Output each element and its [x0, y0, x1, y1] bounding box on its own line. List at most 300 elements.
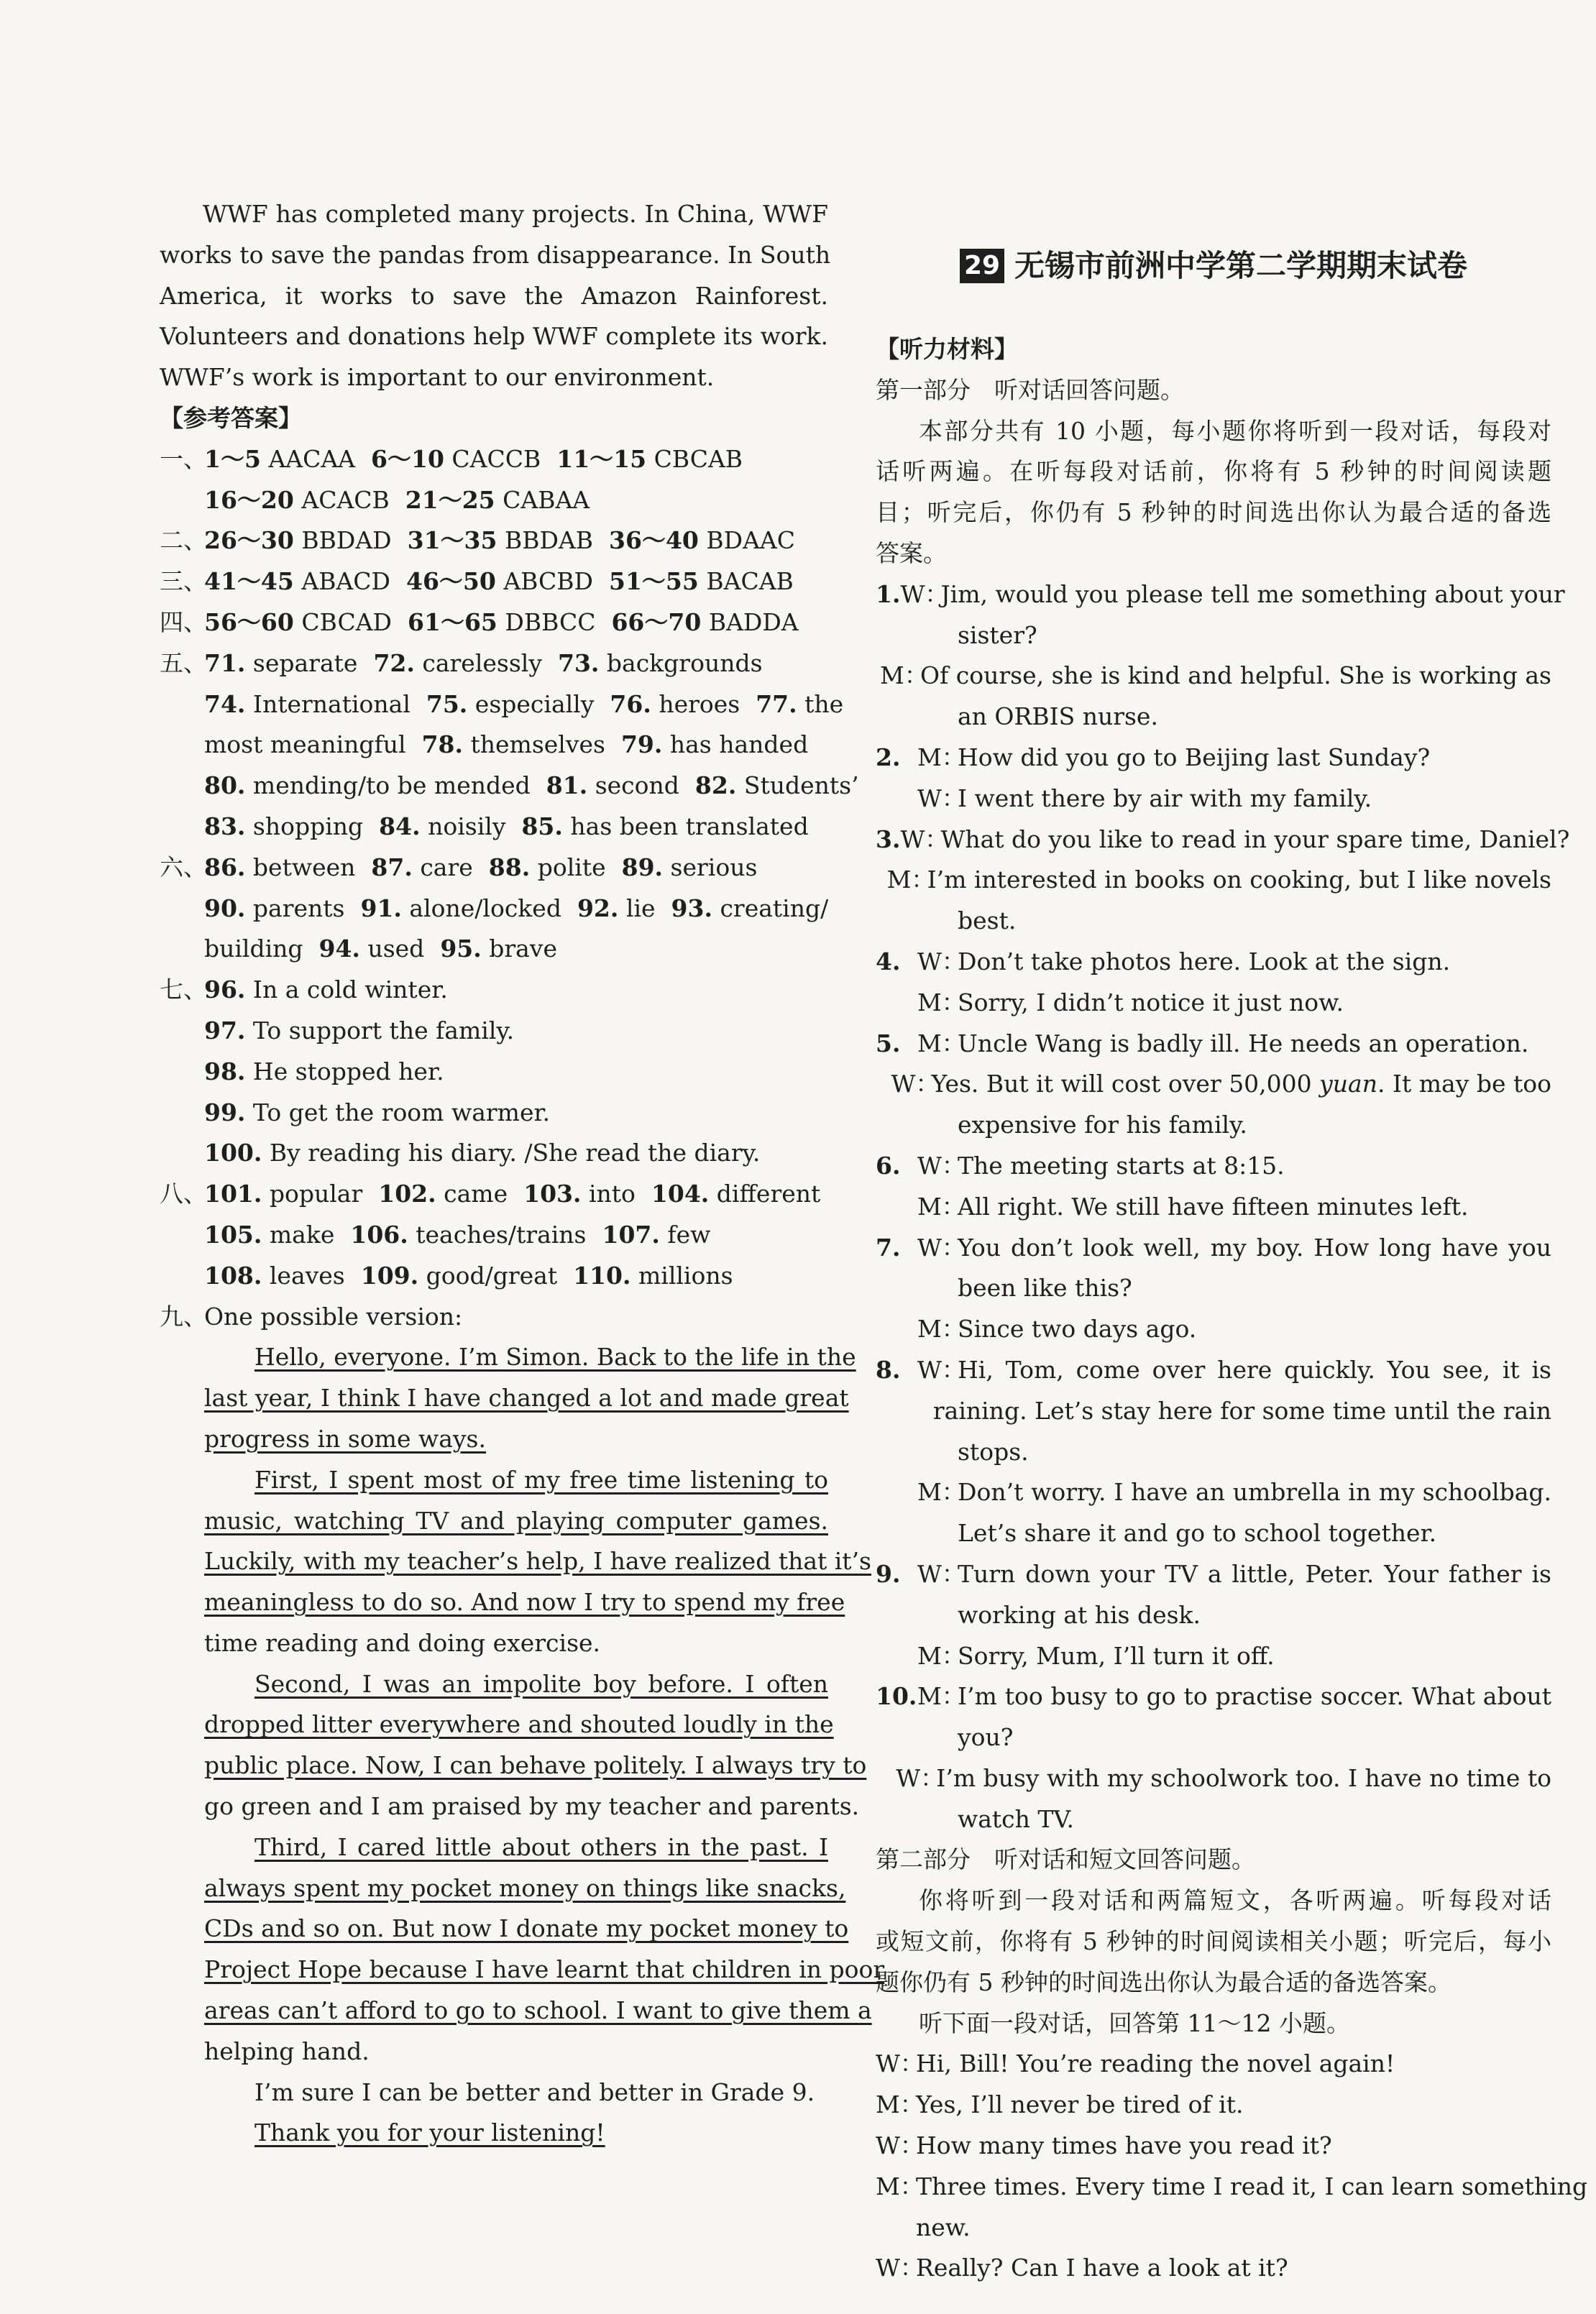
dialog-text: Since two days ago.: [958, 1315, 1197, 1344]
dialog-line: [876, 1717, 1551, 1758]
item-answer: building: [204, 935, 303, 963]
item-range: 46～50: [405, 567, 496, 596]
part-one-heading: 第一部分 听对话回答问题。: [876, 375, 1184, 404]
speaker-label: M：: [886, 866, 935, 894]
answer-row: [160, 889, 828, 929]
item-answer: leaves: [269, 1261, 345, 1290]
answer-row: [160, 929, 828, 970]
question-number: 10.: [876, 1682, 917, 1711]
item-number: 80.: [204, 771, 246, 800]
item-number: 99.: [204, 1098, 246, 1126]
item-answer: mending/to be mended: [252, 771, 531, 800]
answer-row: [160, 561, 828, 602]
answer-letters: BDAAC: [706, 526, 795, 555]
speaker-label: W：: [917, 947, 966, 975]
item-answer: creating/: [720, 894, 829, 922]
dialog-text: new.: [916, 2213, 971, 2241]
speaker-label: W：: [900, 825, 949, 853]
item-number: 98.: [204, 1057, 246, 1085]
dialog-line: [876, 1350, 1551, 1391]
item-answer: most meaningful: [204, 730, 406, 759]
dialog-line: [876, 1309, 1551, 1350]
essay-text: meaningless to do so. And now I try to spend my free: [204, 1588, 845, 1617]
item-answer: different: [716, 1180, 821, 1208]
dialog-line: [876, 1472, 1551, 1513]
dialog-line: [876, 1146, 1551, 1187]
essay-text: Thank you for your listening!: [254, 2118, 605, 2147]
question-number: 2.: [876, 743, 901, 771]
speaker-label: M：: [917, 1641, 966, 1670]
speaker-label: W：: [876, 2049, 924, 2078]
speaker-label: M：: [917, 1192, 966, 1221]
dialog-text: Turn down your TV a little, Peter. Your father is: [958, 1559, 1551, 1588]
item-answer: noisily: [428, 812, 506, 840]
dialog-line: [876, 942, 1551, 983]
answer-row: [160, 1215, 828, 1256]
item-number: 85.: [521, 812, 563, 840]
dialog-text: What do you like to read in your spare time, Daniel?: [940, 825, 1570, 853]
essay-text: always spent my pocket money on things like snacks,: [204, 1873, 846, 1902]
item-answer: the: [804, 689, 844, 718]
dialog-line: [876, 1636, 1551, 1677]
essay-line: [160, 1909, 849, 1950]
question-number: 3.: [876, 825, 901, 853]
dialog-text: Three times. Every time I read it, I can learn something: [916, 2172, 1588, 2200]
dialog-line: [876, 738, 1551, 779]
part-two-desc: 题你仍有 5 秒钟的时间选出你认为最合适的备选答案。: [876, 1968, 1451, 1996]
answer-row: [160, 1052, 828, 1093]
item-number: 101.: [204, 1180, 262, 1208]
question-number: 5.: [876, 1029, 901, 1057]
question-number: 6.: [876, 1151, 901, 1180]
answer-row: [160, 848, 828, 889]
item-range: 56～60: [204, 607, 294, 636]
item-answer: In a cold winter.: [252, 975, 448, 1004]
speaker-label: W：: [876, 2254, 924, 2282]
answer-row: [160, 1011, 828, 1052]
item-number: 108.: [204, 1261, 262, 1290]
item-number: 77.: [756, 689, 797, 718]
essay-line: [160, 1827, 828, 1868]
essay-line: [160, 1337, 856, 1378]
dialog-text-part: . It may be too: [1377, 1070, 1551, 1098]
essay-text: public place. Now, I can behave politely. I always try to: [204, 1751, 867, 1780]
part-two-intro: 听下面一段对话，回答第 11～12 小题。: [919, 2008, 1350, 2037]
dialog-text: expensive for his family.: [958, 1111, 1247, 1139]
item-answer: into: [588, 1180, 636, 1208]
item-number: 89.: [621, 853, 664, 881]
item-number: 102.: [378, 1180, 436, 1208]
essay-line: [160, 1419, 828, 1460]
answer-row: [160, 970, 828, 1011]
dialog-line: [876, 819, 1570, 860]
part-two-desc: 你将听到一段对话和两篇短文，各听两遍。听每段对话: [919, 1886, 1551, 1915]
item-answer: heroes: [659, 689, 740, 718]
item-number: 79.: [620, 730, 663, 759]
dialog-line: [876, 1554, 1551, 1595]
answer-row: [160, 643, 828, 684]
dialog-text: Hi, Bill! You’re reading the novel again!: [916, 2049, 1395, 2078]
item-number: 88.: [488, 853, 531, 881]
part-two-dialog: [876, 2044, 1588, 2289]
exam-title-text: 无锡市前洲中学第二学期期末试卷: [1014, 247, 1468, 283]
dialog-line: [876, 615, 1551, 656]
dialog-text: I’m too busy to go to practise soccer. What about: [958, 1682, 1551, 1711]
essay-text: I’m sure I can be better and better in Grade 9.: [254, 2077, 815, 2106]
answer-row: [160, 766, 859, 807]
item-answer: Students’: [743, 771, 859, 800]
dialog-text: I’m busy with my schoolwork too. I have no time to: [936, 1763, 1551, 1792]
item-answer: polite: [537, 853, 606, 881]
dialog-text: All right. We still have fifteen minutes left.: [958, 1192, 1469, 1221]
dialog-text: raining. Let’s stay here for some time until the rain: [932, 1396, 1551, 1425]
dialog-text: watch TV.: [958, 1804, 1074, 1833]
exam-number-badge: 29: [960, 249, 1004, 283]
dialog-text: Let’s share it and go to school together.: [958, 1519, 1437, 1548]
item-number: 76.: [610, 689, 651, 718]
item-answer: To get the room warmer.: [252, 1098, 551, 1126]
speaker-label: W：: [896, 1763, 945, 1792]
dialog-text: The meeting starts at 8:15.: [958, 1151, 1285, 1180]
essay-text: Hello, everyone. I’m Simon. Back to the life in the: [254, 1343, 856, 1372]
speaker-label: M：: [917, 743, 966, 771]
part-two-desc: 或短文前，你将有 5 秒钟的时间阅读相关小题；听完后，每小: [876, 1927, 1551, 1956]
answer-row: [160, 1133, 828, 1174]
answer-row: [160, 1093, 828, 1134]
item-number: 75.: [426, 689, 468, 718]
answer-row: [160, 684, 844, 725]
section-rank: 三、: [160, 567, 207, 596]
dialog-text: sister?: [958, 620, 1037, 649]
item-number: 91.: [360, 894, 402, 922]
item-number: 107.: [602, 1220, 660, 1249]
essay-line: [160, 1378, 849, 1419]
item-answer: alone/locked: [409, 894, 561, 922]
passage-line: works to save the pandas from disappearance. In South: [160, 240, 831, 269]
item-number: 81.: [546, 771, 588, 800]
answer-letters: CACCB: [451, 444, 541, 473]
dialog-line: [876, 1187, 1551, 1228]
essay-text: dropped litter everywhere and shouted loudly in the: [204, 1710, 834, 1739]
item-number: 87.: [371, 853, 413, 881]
item-range: 1～5: [204, 444, 261, 473]
question-number: 8.: [876, 1355, 901, 1384]
answer-letters: BADDA: [708, 607, 799, 636]
dialog-line: [876, 2085, 1551, 2126]
dialog-text: You don’t look well, my boy. How long have you: [958, 1233, 1551, 1262]
dialog-line: [876, 1758, 1551, 1799]
essay-text: First, I spent most of my free time listening to: [254, 1465, 828, 1494]
essay-line: [160, 1704, 834, 1745]
dialog-line: [876, 2126, 1551, 2167]
item-number: 103.: [523, 1180, 582, 1208]
section-eight-answers: [160, 1174, 828, 1296]
part-one-desc: 话听两遍。在听每段对话前，你将有 5 秒钟的时间阅读题: [876, 457, 1551, 486]
dialog-line: [876, 2248, 1551, 2289]
item-range: 36～40: [609, 526, 699, 555]
item-number: 100.: [204, 1139, 262, 1167]
section-rank: 七、: [160, 975, 207, 1004]
essay-text: Third, I cared little about others in the past. I: [254, 1832, 828, 1861]
item-answer: separate: [252, 648, 358, 677]
speaker-label: M：: [917, 1315, 966, 1344]
answer-row: [160, 439, 828, 480]
answer-letters: BACAB: [706, 567, 794, 596]
item-number: 96.: [204, 975, 246, 1004]
dialog-line: [876, 1228, 1551, 1269]
dialog-line: [876, 2167, 1588, 2208]
answer-letters: CABAA: [503, 485, 590, 514]
answer-letters: DBBCC: [505, 607, 596, 636]
dialog-text: How many times have you read it?: [916, 2131, 1332, 2160]
speaker-label: M：: [917, 988, 966, 1016]
speaker-label: W：: [917, 784, 966, 812]
item-answer: second: [595, 771, 679, 800]
item-range: 11～15: [556, 444, 647, 473]
item-answer: came: [444, 1180, 508, 1208]
passage-line: Volunteers and donations help WWF complete its work.: [160, 322, 828, 351]
dialog-text: Don’t worry. I have an umbrella in my schoolbag.: [958, 1478, 1551, 1507]
dialog-text: Hi, Tom, come over here quickly. You see, it is: [958, 1355, 1551, 1384]
item-answer: teaches/trains: [416, 1220, 587, 1249]
dialog-text: Uncle Wang is badly ill. He needs an operation.: [958, 1029, 1529, 1057]
dialog-list: [876, 574, 1570, 1840]
section-five-answers: [160, 643, 859, 848]
answer-row: [160, 602, 828, 643]
dialog-text-part: Yes. But it will cost over 50,000: [931, 1070, 1320, 1098]
dialog-line: [876, 901, 1551, 942]
question-number: 9.: [876, 1559, 901, 1588]
answer-letters: ABCBD: [503, 567, 593, 596]
section-rank: 四、: [160, 607, 207, 636]
item-answer: carelessly: [422, 648, 542, 677]
question-number: 4.: [876, 947, 901, 975]
speaker-label: W：: [917, 1233, 966, 1262]
essay-text: time reading and doing exercise.: [204, 1628, 601, 1657]
item-answer: parents: [252, 894, 345, 922]
dialog-line: [876, 1595, 1551, 1636]
item-answer: serious: [670, 853, 758, 881]
answers-header: 【参考答案】: [160, 403, 302, 432]
dialog-line: [876, 697, 1551, 738]
answer-letters: BBDAB: [504, 526, 594, 555]
answer-letters: BBDAD: [301, 526, 392, 555]
part-one-desc: 答案。: [876, 538, 947, 567]
item-answer: lie: [625, 894, 656, 922]
essay-intro: One possible version:: [204, 1302, 463, 1331]
part-one-desc: 目；听完后，你仍有 5 秒钟的时间选出你认为最合适的备选: [876, 498, 1551, 527]
speaker-label: W：: [876, 2131, 924, 2160]
item-range: 21～25: [405, 485, 495, 514]
dialog-line: [876, 1024, 1551, 1065]
essay-line: [160, 1868, 846, 1909]
essay-line: [160, 1664, 828, 1705]
question-number: 1.: [876, 579, 901, 608]
section-rank: 二、: [160, 526, 207, 555]
item-answer: millions: [638, 1261, 733, 1290]
left-column: [160, 194, 885, 2154]
speaker-label: M：: [917, 1478, 966, 1507]
item-number: 93.: [671, 894, 712, 922]
part-one-desc: 本部分共有 10 小题，每小题你将听到一段对话，每段对: [919, 416, 1551, 445]
item-range: 31～35: [407, 526, 497, 555]
speaker-label: M：: [876, 2172, 924, 2200]
dialog-line: [876, 1105, 1551, 1146]
essay-line: [160, 1745, 867, 1786]
speaker-label: W：: [917, 1355, 966, 1384]
dialog-text: How did you go to Beijing last Sunday?: [958, 743, 1431, 771]
section-rank: 九、: [160, 1302, 207, 1331]
item-range: 66～70: [611, 607, 702, 636]
essay-line: [160, 2031, 828, 2072]
answer-letters: CBCAB: [653, 444, 743, 473]
item-number: 104.: [651, 1180, 710, 1208]
essay-text: areas can’t afford to go to school. I want to give them a: [204, 1996, 872, 2025]
item-range: 61～65: [408, 607, 497, 636]
right-column: [876, 229, 1588, 2289]
essay-line: [160, 2113, 828, 2154]
item-number: 97.: [204, 1016, 246, 1044]
item-number: 73.: [557, 648, 600, 677]
item-answer: make: [269, 1220, 335, 1249]
item-answer: International: [252, 689, 411, 718]
item-answer: He stopped her.: [252, 1057, 444, 1085]
section-seven-answers: [160, 970, 828, 1174]
essay-line: [160, 1623, 828, 1664]
item-number: 83.: [204, 812, 246, 840]
item-number: 105.: [204, 1220, 262, 1249]
dialog-line: [876, 860, 1551, 901]
essay-line: [160, 1786, 860, 1827]
speaker-label: M：: [917, 1682, 966, 1711]
item-range: 51～55: [609, 567, 699, 596]
item-number: 92.: [577, 894, 619, 922]
dialog-text: I’m interested in books on cooking, but I like novels: [927, 866, 1551, 894]
speaker-label: M：: [880, 661, 928, 690]
section-rank: 一、: [160, 444, 207, 473]
item-number: 110.: [573, 1261, 631, 1290]
dialog-text: Sorry, Mum, I’ll turn it off.: [958, 1641, 1275, 1670]
item-answer: between: [252, 853, 356, 881]
dialog-line: [876, 1432, 1551, 1473]
essay-text: progress in some ways.: [204, 1424, 486, 1453]
speaker-label: M：: [876, 2090, 924, 2119]
dialog-line: [876, 1064, 1551, 1105]
dialog-line: [876, 779, 1551, 819]
essay-line: [160, 1460, 828, 1501]
item-answer: To support the family.: [252, 1016, 515, 1044]
essay-line: [160, 1501, 828, 1542]
dialog-line: [876, 574, 1565, 615]
answer-letters: CBCAD: [301, 607, 393, 636]
item-answer: good/great: [426, 1261, 558, 1290]
dialog-line: [876, 656, 1551, 697]
dialog-text: Yes, I’ll never be tired of it.: [916, 2090, 1244, 2119]
essay-text: last year, I think I have changed a lot and made great: [204, 1384, 849, 1413]
item-number: 84.: [379, 812, 421, 840]
dialog-text: best.: [958, 906, 1017, 935]
dialog-text: working at his desk.: [958, 1600, 1201, 1629]
item-answer: brave: [489, 935, 557, 963]
item-number: 95.: [440, 935, 482, 963]
answer-letters: ACACB: [301, 485, 390, 514]
essay-line: [160, 1950, 885, 1991]
item-number: 86.: [204, 853, 246, 881]
section-rank: 六、: [160, 853, 207, 881]
item-number: 90.: [204, 894, 246, 922]
essay-text: CDs and so on. But now I donate my pocket money to: [204, 1914, 849, 1943]
essay-text: music, watching TV and playing computer games.: [204, 1506, 828, 1535]
essay-line: [160, 2072, 828, 2113]
item-answer: themselves: [470, 730, 605, 759]
dialog-text: an ORBIS nurse.: [958, 702, 1158, 731]
dialog-line: [876, 1676, 1551, 1717]
dialog-text: Sorry, I didn’t notice it just now.: [958, 988, 1344, 1016]
dialog-line: [876, 983, 1551, 1024]
listening-material-header: 【听力材料】: [876, 335, 1018, 363]
item-answer: especially: [474, 689, 595, 718]
item-number: 74.: [204, 689, 246, 718]
item-range: 41～45: [204, 567, 294, 596]
dialog-text: Don’t take photos here. Look at the sign.: [958, 947, 1451, 975]
answer-row: [160, 1256, 828, 1297]
item-number: 71.: [204, 648, 246, 677]
item-answer: has been translated: [570, 812, 809, 840]
question-number: 7.: [876, 1233, 901, 1262]
essay-text: helping hand.: [204, 2037, 370, 2065]
item-answer: By reading his diary. /She read the diary.: [269, 1139, 761, 1167]
answer-letters: AACAA: [268, 444, 356, 473]
item-answer: backgrounds: [606, 648, 763, 677]
dialog-line: [876, 2044, 1551, 2085]
item-answer: few: [667, 1220, 711, 1249]
answer-row: [160, 725, 828, 766]
passage-line: America, it works to save the Amazon Rainforest.: [160, 281, 828, 310]
exam-title: [876, 234, 1551, 298]
sample-essay: [160, 1337, 885, 2154]
essay-text: Project Hope because I have learnt that children in poor: [204, 1955, 885, 1984]
speaker-label: W：: [917, 1559, 966, 1588]
dialog-text: I went there by air with my family.: [958, 784, 1372, 812]
essay-line: [160, 1541, 871, 1582]
item-range: 16～20: [204, 485, 294, 514]
item-answer: shopping: [252, 812, 364, 840]
item-number: 72.: [373, 648, 415, 677]
section-rank: 五、: [160, 648, 207, 677]
passage-line: WWF’s work is important to our environment.: [160, 363, 715, 392]
dialog-line: [876, 2208, 1551, 2249]
essay-text: Luckily, with my teacher’s help, I have realized that it’s: [204, 1547, 871, 1576]
dialog-text: [932, 1064, 1551, 1105]
dialog-text: Jim, would you please tell me something about your: [940, 579, 1565, 608]
speaker-label: M：: [917, 1029, 966, 1057]
dialog-text: been like this?: [958, 1274, 1132, 1303]
currency-word: yuan: [1319, 1070, 1377, 1098]
speaker-label: W：: [900, 579, 949, 608]
dialog-text: stops.: [958, 1437, 1029, 1466]
dialog-line: [876, 1799, 1551, 1840]
essay-text: go green and I am praised by my teacher and parents.: [204, 1792, 860, 1821]
essay-line: [160, 1991, 872, 2031]
passage-line: WWF has completed many projects. In China, WWF: [203, 200, 828, 228]
item-range: 6～10: [371, 444, 444, 473]
dialog-line: [876, 1513, 1551, 1554]
section-nine-intro: [160, 1297, 828, 1338]
dialog-line: [876, 1391, 1551, 1432]
answer-row: [160, 480, 828, 521]
item-number: 109.: [360, 1261, 419, 1290]
answer-row: [160, 807, 828, 848]
